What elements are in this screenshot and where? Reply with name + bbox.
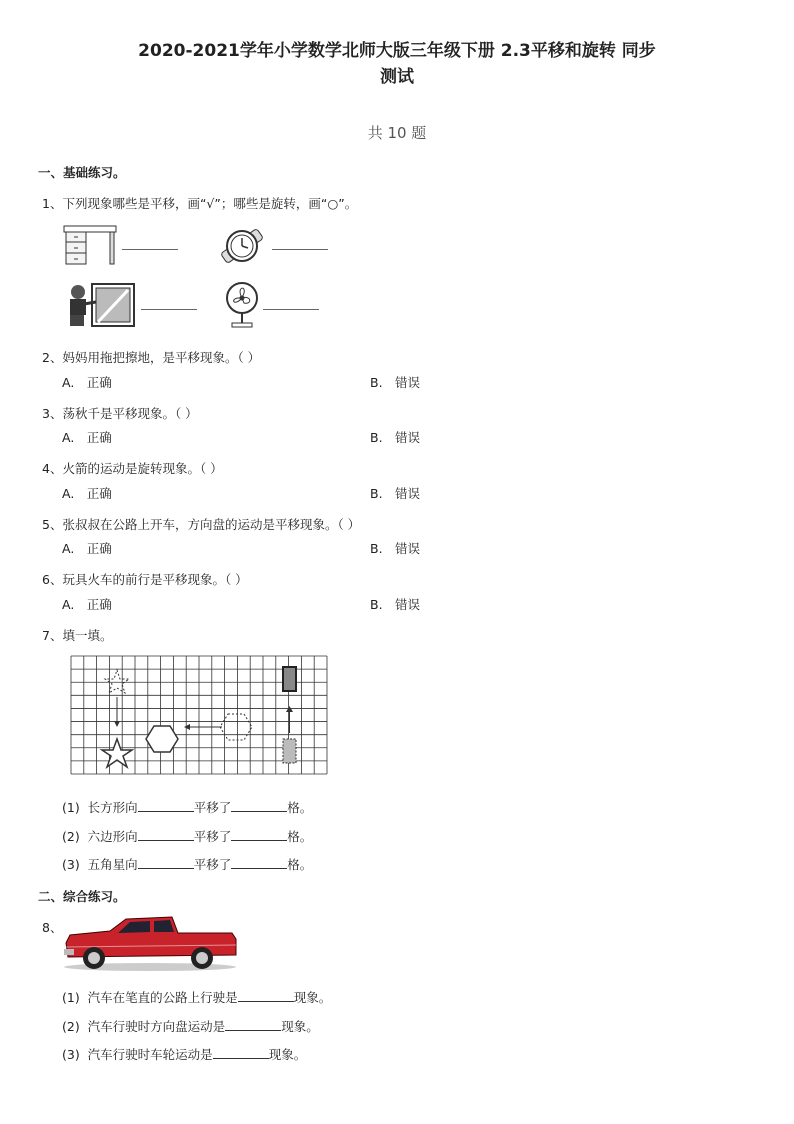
question-text: 下列现象哪些是平移，画“√”；哪些是旋转，画“○”。 (62, 196, 358, 211)
question-number: 1、 (42, 196, 63, 211)
question-3 (42, 404, 198, 422)
question-number: 7、 (42, 628, 63, 643)
blank-input[interactable] (238, 989, 294, 1002)
question-text: 填一填。 (62, 628, 113, 643)
question-number: 2、 (42, 350, 63, 365)
question-2 (42, 348, 260, 366)
dotted-star-shape (105, 670, 129, 693)
blank-input[interactable] (138, 856, 194, 869)
question-8: 8、 (42, 920, 63, 935)
question-number: 4、 (42, 461, 63, 476)
answer-line-window[interactable] (141, 309, 197, 310)
answer-line-watch[interactable] (272, 249, 328, 250)
option-a[interactable]: A. 正确 (62, 541, 112, 556)
blank-input[interactable] (231, 856, 287, 869)
section-heading-basic: 一、基础练习。 (38, 165, 126, 180)
blank-input[interactable] (231, 799, 287, 812)
option-a[interactable]: A. 正确 (62, 375, 112, 390)
fill-item: (3) 汽车行驶时车轮运动是 现象。 (62, 1047, 307, 1062)
option-b[interactable]: B. 错误 (370, 430, 421, 445)
option-a[interactable]: A. 正确 (62, 597, 112, 612)
question-text: 玩具火车的前行是平移现象。（ ） (62, 572, 248, 587)
option-b[interactable]: B. 错误 (370, 375, 421, 390)
option-a[interactable]: A. 正确 (62, 486, 112, 501)
fill-item: (2) 汽车行驶时方向盘运动是 现象。 (62, 1019, 319, 1034)
translation-grid-figure (70, 655, 330, 777)
question-number: 5、 (42, 517, 63, 532)
dotted-rectangle-shape (283, 739, 296, 763)
page-title-line2: 测试 (380, 67, 414, 87)
question-4 (42, 459, 223, 477)
blank-input[interactable] (213, 1046, 269, 1059)
option-a[interactable]: A. 正确 (62, 430, 112, 445)
option-b[interactable]: B. 错误 (370, 486, 421, 501)
star-shape (102, 739, 132, 767)
question-text: 张叔叔在公路上开车，方向盘的运动是平移现象。（ ） (62, 517, 361, 532)
answer-line-desk[interactable] (122, 249, 178, 250)
question-5 (42, 515, 360, 533)
red-pickup-truck-image (60, 913, 238, 973)
rectangle-shape (283, 667, 296, 691)
blank-input[interactable] (138, 799, 194, 812)
fill-item: (3) 五角星向 平移了 格。 (62, 857, 313, 872)
watch-drawing (216, 220, 268, 270)
fill-item: (1) 长方形向 平移了 格。 (62, 800, 313, 815)
option-b[interactable]: B. 错误 (370, 541, 421, 556)
question-text: 荡秋千是平移现象。（ ） (62, 406, 198, 421)
blank-input[interactable] (225, 1018, 281, 1031)
page-title-line1: 2020-2021学年小学数学北师大版三年级下册 2.3平移和旋转 同步 (138, 41, 656, 61)
blank-input[interactable] (231, 828, 287, 841)
question-text: 火箭的运动是旋转现象。（ ） (62, 461, 223, 476)
question-number: 6、 (42, 572, 63, 587)
desk-drawing (62, 222, 118, 266)
question-1 (42, 194, 357, 212)
question-6 (42, 570, 248, 588)
fill-item: (1) 汽车在笔直的公路上行驶是 现象。 (62, 990, 332, 1005)
question-count: 共 10 题 (367, 124, 427, 142)
answer-line-fan[interactable] (263, 309, 319, 310)
fill-item: (2) 六边形向 平移了 格。 (62, 829, 313, 844)
window-pushing-drawing (64, 282, 136, 328)
section-heading-comprehensive: 二、综合练习。 (38, 889, 126, 904)
option-b[interactable]: B. 错误 (370, 597, 421, 612)
fan-drawing (222, 281, 262, 329)
question-7 (42, 626, 112, 644)
question-number: 3、 (42, 406, 63, 421)
blank-input[interactable] (138, 828, 194, 841)
question-text: 妈妈用拖把擦地，是平移现象。（ ） (62, 350, 261, 365)
hexagon-shape (146, 726, 178, 752)
